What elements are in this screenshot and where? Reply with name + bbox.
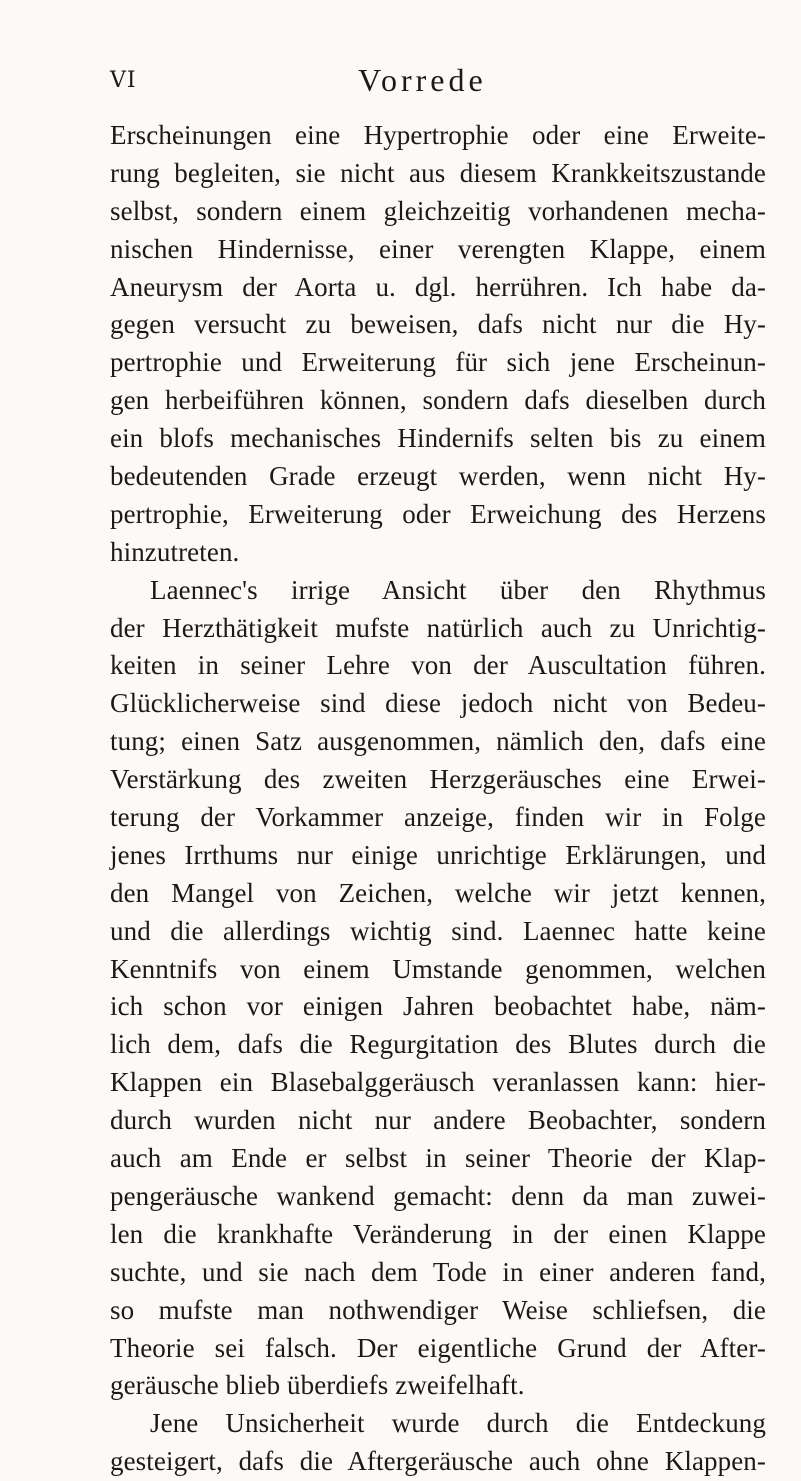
text-line: Kenntnifs von einem Umstande genommen, welchen (110, 953, 766, 984)
text-line: terung der Vorkammer anzeige, finden wir in Folge (110, 802, 766, 833)
running-title: Vorrede (358, 62, 487, 98)
text-line: Aneurysm der Aorta u. dgl. herrühren. Ich habe da- (110, 271, 766, 302)
text-line: so mufste man nothwendiger Weise schliefsen, die (110, 1294, 766, 1325)
text-line: selbst, sondern einem gleichzeitig vorhandenen mecha- (110, 195, 766, 226)
text-line: Jene Unsicherheit wurde durch die Entdeckung (150, 1408, 766, 1439)
text-line: und die allerdings wichtig sind. Laennec hatte keine (110, 915, 766, 946)
text-line: bedeutenden Grade erzeugt werden, wenn nicht Hy- (110, 461, 766, 492)
text-line: der Herzthätigkeit mufste natürlich auch zu Unrichtig- (110, 612, 766, 643)
text-line: Laennec's irrige Ansicht über den Rhythmus (150, 574, 766, 605)
text-line: durch wurden nicht nur andere Beobachter, sondern (110, 1105, 766, 1136)
text-line: ein blofs mechanisches Hindernifs selten bis zu einem (110, 423, 766, 454)
text-line: auch am Ende er selbst in seiner Theorie der Klap- (110, 1143, 766, 1174)
body-text (110, 117, 766, 1481)
page-number: VI (110, 68, 137, 93)
text-line: keiten in seiner Lehre von der Auscultation führen. (110, 650, 766, 681)
text-line: tung; einen Satz ausgenommen, nämlich den, dafs eine (110, 726, 766, 757)
text-line: Glücklicherweise sind diese jedoch nicht von Bedeu- (110, 688, 766, 719)
text-line: gen herbeiführen können, sondern dafs dieselben durch (110, 385, 766, 416)
text-line: pertrophie und Erweiterung für sich jene Erscheinun- (110, 347, 766, 378)
text-line: len die krankhafte Veränderung in der einen Klappe (110, 1218, 766, 1249)
text-line: den Mangel von Zeichen, welche wir jetzt kennen, (110, 877, 766, 908)
text-line: hinzutreten. (110, 536, 240, 567)
text-line: pengeräusche wankend gemacht: denn da man zuwei- (110, 1180, 766, 1211)
text-line: gesteigert, dafs die Aftergeräusche auch ohne Klappen- (110, 1446, 766, 1477)
text-line: Verstärkung des zweiten Herzgeräusches eine Erwei- (110, 764, 766, 795)
text-line: ich schon vor einigen Jahren beobachtet habe, näm- (110, 991, 766, 1022)
text-line: gegen versucht zu beweisen, dafs nicht nur die Hy- (110, 309, 766, 340)
text-line: Theorie sei falsch. Der eigentliche Grund der After- (110, 1332, 766, 1363)
text-line: geräusche blieb überdiefs zweifelhaft. (110, 1370, 525, 1401)
page-header (110, 62, 760, 102)
text-line: nischen Hindernisse, einer verengten Klappe, einem (110, 233, 766, 264)
text-line: rung begleiten, sie nicht aus diesem Krankkeitszustande (110, 157, 766, 188)
text-line: jenes Irrthums nur einige unrichtige Erklärungen, und (110, 839, 766, 870)
text-line: lich dem, dafs die Regurgitation des Blutes durch die (110, 1029, 766, 1060)
text-line: pertrophie, Erweiterung oder Erweichung des Herzens (110, 498, 766, 529)
text-line: Klappen ein Blasebalggeräusch veranlassen kann: hier- (110, 1067, 766, 1098)
text-line: suchte, und sie nach dem Tode in einer anderen fand, (110, 1256, 766, 1287)
text-line: Erscheinungen eine Hypertrophie oder eine Erweite- (110, 120, 766, 150)
